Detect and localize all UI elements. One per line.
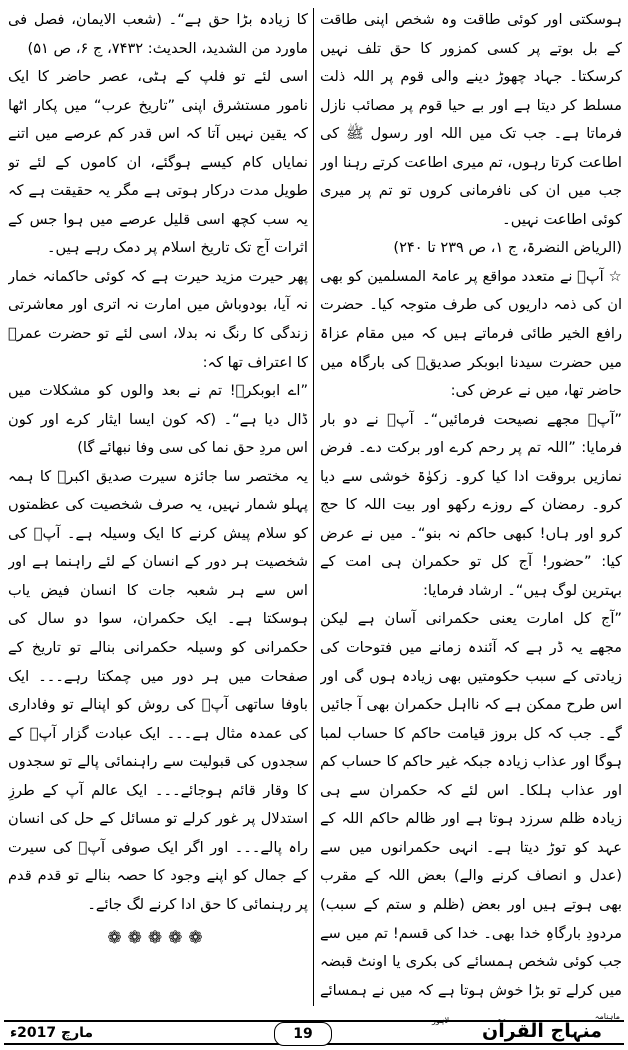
right-paragraph-4: ”آج کل امارت یعنی حکمرانی آسان ہے لیکن مجھے یہ ڈر ہے کہ آئندہ زمانے میں فتوحات کی زیادتی کے سبب حکومتیں بھی زیادہ ہوں گی اور اس طرح ممکن ہے کہ نااہل حکمران بھی آ جائیں گے۔ جب کہ کل بروز قیامت حاکم کا حساب لمبا ہوگا اور عذاب زیادہ جبکہ غیر حاکم کا حساب کم اور عذاب ہلکا۔ اس لئے کہ حکمران سے ہی زیادہ ظلم سرزد ہوتا ہے اور ظالم حاکم اللہ کے عہد کو توڑ دیتا ہے۔ انہی حکمرانوں میں سے (عدل و انصاف کرنے والے) بعض اللہ کے مقرب بھی ہوتے ہیں اور بعض (ظلم و ستم کے سبب) مردودِ بارگاہِ خدا بھی۔ خدا کی قسم! تم میں سے جب کوئی شخص ہمسائے کی بکری یا اونٹ قبضہ میں کرلے تو بڑا خوش ہوتا ہے کہ میں نے ہمسائے <box>320 610 622 999</box>
magazine-label: ماہنامہ <box>594 1012 620 1021</box>
page-number: 19 <box>274 1022 332 1046</box>
flourish-ornament: ❁❁❁❁❁ <box>107 927 209 948</box>
right-paragraph-1: ہوسکتی اور کوئی طاقت وہ شخص اپنی طاقت کے بل بوتے پر کسی کمزور کا حق تلف نہیں کرسکتا۔ جہاد چھوڑ دینے والی قوم پر اللہ ذلت مسلط کر دیتا ہے اور بے حیا قوم پر مصائب نازل فرماتا ہے۔ جب تک میں اللہ اور رسول ﷺ کی اطاعت کرتا رہوں، تم میری اطاعت کرتے رہنا اور جب میں ان کی نافرمانی کروں تو تم پر میری کوئی اطاعت نہیں۔ <box>320 11 622 228</box>
right-paragraph-3: ”آپؓ مجھے نصیحت فرمائیں“۔ آپؓ نے دو بار فرمایا: ”اللہ تم پر رحم کرے اور برکت دے۔ فرض نمازیں بروقت ادا کیا کرو۔ زکوٰۃ خوشی سے دیا کرو۔ رمضان کے روزے رکھو اور بیت اللہ کا حج کرو اور ہاں! کبھی حاکم نہ بنو“۔ میں نے عرض کیا: ”حضور! آج کل تو حکمران ہی امت کے بہترین لوگ ہیں“۔ ارشاد فرمایا: <box>320 410 622 599</box>
page-footer <box>4 1010 624 1046</box>
right-citation-1: (الریاض النضرۃ، ج ۱، ص ۲۳۹ تا ۲۴۰) <box>393 239 622 257</box>
right-column <box>320 6 622 1006</box>
magazine-masthead <box>430 1010 620 1044</box>
issue-date: مارچ 2017ء <box>10 1025 94 1041</box>
right-paragraph-2 <box>320 263 622 406</box>
left-paragraph-3: پھر حیرت مزید حیرت ہے کہ کوئی حاکمانہ خمار نہ آیا، بودوباش میں امارت نہ اتری اور معاشرتی زندگی کا رنگ نہ بدلا، اسی لئے تو حضرت عمرؓ کا اعتراف تھا کہ: <box>8 267 308 371</box>
column-divider <box>313 8 314 1006</box>
left-quote: ”اے ابوبکرؓ! تم نے بعد والوں کو مشکلات میں ڈال دیا ہے“۔ (کہ کون ایسا ایثار کرے اور کون اس مردِ حق نما کی سی وفا نبھائے گا) <box>8 382 308 457</box>
magazine-name: منہاج القرآن <box>482 1020 602 1042</box>
left-paragraph-4: یہ مختصر سا جائزہ سیرت صدیق اکبرؓ کا ہمہ پہلو شمار نہیں، یہ صرف شخصیت کی عظمتوں کو سلام پیش کرنے کا ایک وسیلہ ہے۔ آپؓ کی شخصیت ہر دور کے انسان کے لئے راہنما ہے اور اس سے ہر شعبہ جات کا انسان فیض یاب ہوسکتا ہے۔ ایک حکمران، سوا دو سال کی حکمرانی کو وسیلہ حکمرانی بنالے تو تاریخ کے صفحات میں ہر دور میں چمکتا رہے۔۔۔ ایک باوفا ساتھی آپؓ کی روش کو اپنالے تو وفاداری کی عمدہ مثال ہے۔۔۔ ایک عبادت گزار آپؓ کے سجدوں کی قبولیت سے راہنمائی پالے تو سجدوں کا وقار قائم ہوجائے۔۔۔ ایک عالم آپ کے طرزِ استدلال پر غور کرلے تو مسائل کے حل کی انسان راہ پالے۔۔۔ اور اگر ایک صوفی آپؓ کی سیرت کے جمال کو اپنے وجود کا حصہ بنالے تو قدم قدم پر رہنمائی کا حق ادا کرنے لگ جائے۔ <box>8 467 308 913</box>
left-paragraph-1: کا زیادہ بڑا حق ہے“۔ (شعب الایمان، فصل فی ماورد من الشدید، الحدیث: ۷۴۳۲، ج ۶، ص ۵۱) <box>8 11 308 57</box>
left-paragraph-2: اسی لئے تو فلپ کے ہٹی، عصر حاضر کا ایک نامور مستشرق اپنی ”تاریخ عرب“ میں پکار اٹھا کہ یقین نہیں آتا کہ اس قدر کم عرصے میں اتنے نمایاں کام کیسے ہوگئے، ان کاموں کے لئے تو طویل مدت درکار ہوتی ہے مگر یہ حقیقت ہے کہ یہ سب کچھ اسی قلیل عرصے میں ہوا جس کے اثرات آج تک تاریخ اسلام پر دمک رہے ہیں۔ <box>8 68 308 257</box>
magazine-city: لاہور <box>432 1016 450 1025</box>
left-column <box>8 6 308 1006</box>
star-icon: ☆ <box>608 267 622 285</box>
right-paragraph-2-text: آپؓ نے متعدد مواقع پر عامۃ المسلمین کو بھی ان کی ذمہ داریوں کی طرف متوجہ کیا۔ حضرت رافع الخیر طائی فرماتے ہیں کہ میں مقام عزاۃ میں حضرت سیدنا ابوبکر صدیقؓ کی بارگاہ میں حاضر تھا، میں نے عرض کی: <box>320 267 622 400</box>
